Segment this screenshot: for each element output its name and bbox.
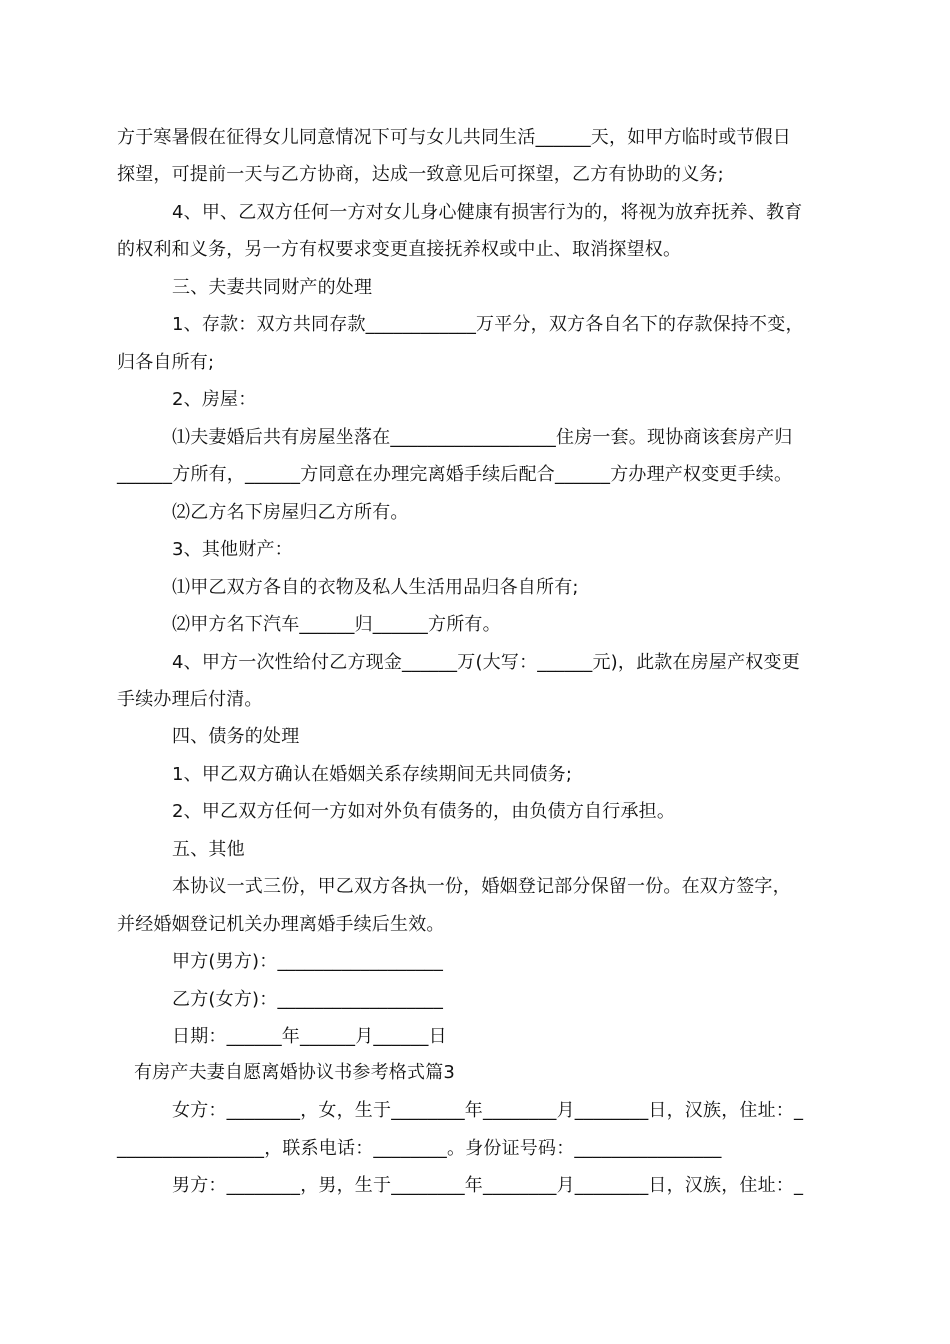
text-line: 手续办理后付清。 [117, 689, 263, 710]
signature-line-party-b: 乙方(女方)：__________________ [172, 989, 444, 1010]
section-heading: 五、其他 [172, 839, 245, 860]
text-line: 的权利和义务，另一方有权要求变更直接抚养权或中止、取消探望权。 [117, 239, 682, 260]
document-subtitle: 有房产夫妻自愿离婚协议书参考格式篇3 [134, 1062, 456, 1083]
text-line: 方于寒暑假在征得女儿同意情况下可与女儿共同生活______天，如甲方临时或节假日 [117, 127, 791, 148]
text-line: ⑵甲方名下汽车______归______方所有。 [172, 614, 501, 635]
text-line: 男方：________，男，生于________年________月________日，汉族，住址：_ [172, 1175, 804, 1196]
text-line: ________________，联系电话：________。身份证号码：________________ [117, 1138, 722, 1159]
text-line: 2、甲乙双方任何一方如对外负有债务的，由负债方自行承担。 [172, 801, 676, 822]
text-line: 并经婚姻登记机关办理离婚手续后生效。 [117, 914, 445, 935]
section-heading: 四、债务的处理 [172, 726, 300, 747]
text-line: ______方所有，______方同意在办理完离婚手续后配合______方办理产权变更手续。 [117, 464, 793, 485]
text-line: 3、其他财产： [172, 539, 293, 560]
text-line: 2、房屋： [172, 389, 257, 410]
text-line: 本协议一式三份，甲乙双方各执一份，婚姻登记部分保留一份。在双方签字， [172, 876, 791, 897]
text-line: 1、存款：双方共同存款____________万平分，双方各自名下的存款保持不变， [172, 314, 804, 335]
text-line: ⑴夫妻婚后共有房屋坐落在__________________住房一套。现协商该套房产归 [172, 427, 793, 448]
text-line: 女方：________，女，生于________年________月________日，汉族，住址：_ [172, 1100, 804, 1121]
text-line: 4、甲方一次性给付乙方现金______万(大写：______元)，此款在房屋产权变更 [172, 652, 800, 673]
text-line: 归各自所有; [117, 352, 215, 373]
text-line: 探望，可提前一天与乙方协商，达成一致意见后可探望，乙方有协助的义务; [117, 164, 724, 185]
section-heading: 三、夫妻共同财产的处理 [172, 277, 373, 298]
signature-line-party-a: 甲方(男方)：__________________ [172, 951, 444, 972]
date-line: 日期：______年______月______日 [172, 1026, 447, 1047]
text-line: ⑵乙方名下房屋归乙方所有。 [172, 502, 409, 523]
text-line: 4、甲、乙双方任何一方对女儿身心健康有损害行为的，将视为放弃抚养、教育 [172, 202, 803, 223]
text-line: 1、甲乙双方确认在婚姻关系存续期间无共同债务; [172, 764, 573, 785]
text-line: ⑴甲乙双方各自的衣物及私人生活用品归各自所有; [172, 577, 579, 598]
